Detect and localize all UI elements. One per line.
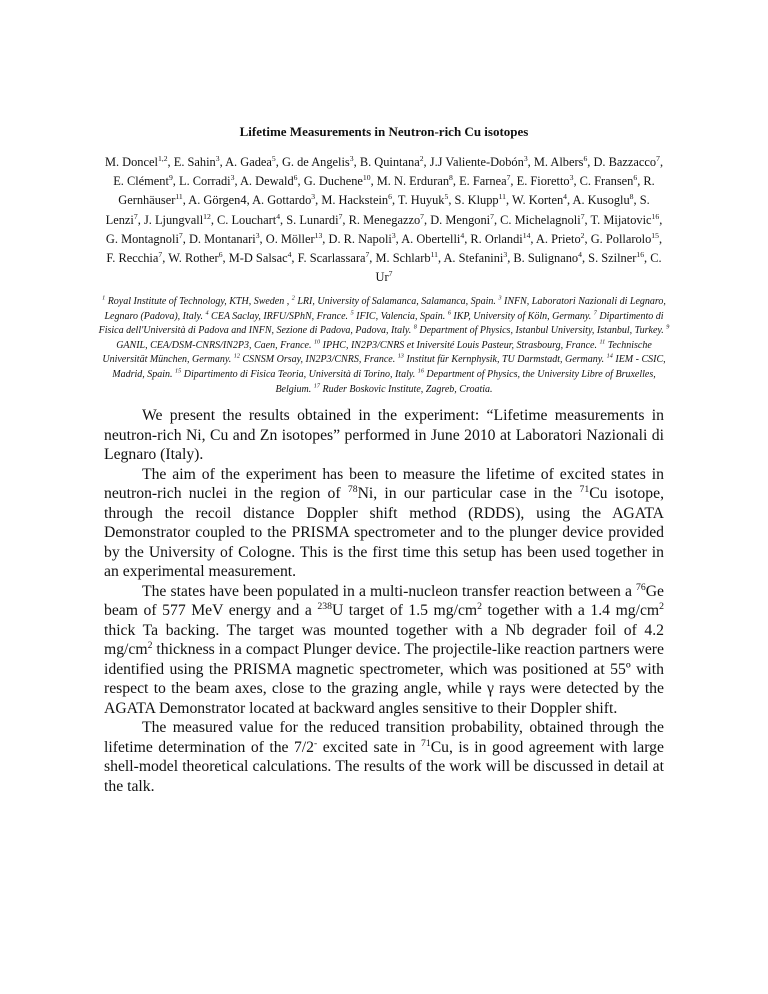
affiliation-text: Ruder Boskovic Institute, Zagreb, Croatia. (322, 383, 493, 395)
affiliation-number: 10 (313, 338, 321, 346)
author-affiliation-mark: 7 (365, 249, 370, 259)
author-affiliation-mark: 11 (175, 192, 183, 202)
superscript: 2 (147, 639, 153, 651)
superscript: 76 (635, 581, 646, 593)
author-name: S. Lunardi (286, 212, 339, 227)
affiliation-text: INFN, Laboratori Nazionali di Legnaro, Legnaro (Padova), Italy. (104, 296, 666, 322)
affiliation-number: 6 (447, 309, 451, 317)
affiliation-number: 16 (417, 367, 424, 375)
body-paragraph (104, 465, 664, 582)
author-name: A. Obertelli (401, 231, 461, 246)
author-name: A. Stefanini (443, 251, 504, 266)
affiliation-text: Dipartimento di Fisica dell'Università di Padova and INFN, Sezione di Padova, Padova, Italy. (98, 310, 664, 337)
paragraph-text: excited sate in (317, 738, 421, 756)
author-name: S. Szilner (588, 251, 637, 266)
affiliation-text: CEA Saclay, IRFU/SPhN, France. (211, 310, 349, 322)
author-list: M. Doncel$^{1,2}$, E. Sahin$^3$, A. Gadea$^5$, G. de Angelis$^3$, B. Quintana$^2$, J.J Valiente-Dobón$^3$, M. Albers$^6$, D. Bazzacco$^7$, E. Clément$^9$, L. Corradi$^3$, A. Dewald$^6$, G. Duchene$^{10}$, M. N. Erduran$^8$, E. Farnea$^7$, E. Fioretto$^3$, C. Fransen$^6$, R. Gernhäuser$^{11}$, A. Görgen4, A. Gottardo$^3$, M. Hackstein$^6$, T. Huyuk$^5$, S. Klupp$^{11}$, W. Korten$^4$, A. Kusoglu$^8$, S. Lenzi$^7$, J. Ljungvall$^{12}$, C. Louchart$^4$, S. Lunardi$^7$, R. Menegazzo$^7$, D. Mengoni$^7$, C. Michelagnoli$^7$, T. Mijatovic$^{16}$, G. Montagnoli$^7$, D. Montanari$^3$, O. Möller$^{13}$, D. R. Napoli$^3$, A. Obertelli$^4$, R. Orlandi$^{14}$, A. Prieto$^2$, G. Pollarolo$^{15}$, F. Recchia$^7$, W. Rother$^6$, M-D Salsac$^4$, F. Scarlassara$^7$, M. Schlarb$^{11}$, A. Stefanini$^3$, B. Sulignano$^4$, S. Szilner$^{16}$, C. Ur$^7$ (104, 153, 664, 285)
author-name: T. Huyuk (397, 193, 445, 208)
author-name: S. Klupp (454, 193, 499, 208)
author-affiliation-mark: 3 (255, 230, 260, 240)
author-name: G. de Angelis (281, 155, 350, 169)
author-affiliation-mark: 13 (314, 230, 323, 240)
author-name: T. Mijatovic (590, 212, 652, 227)
author-affiliation-mark: 12 (203, 211, 211, 221)
author-name: E. Farnea (459, 174, 507, 189)
affiliation-text: IPHC, IN2P3/CNRS et Iniversité Louis Pasteur, Strasbourg, France. (322, 339, 597, 351)
author-name: B. Quintana (359, 155, 420, 169)
author-name: C. Ur (375, 251, 662, 285)
author-name: C. Michelagnoli (500, 212, 581, 227)
author-name: D. R. Napoli (328, 231, 392, 246)
author-name: R. Orlandi (470, 231, 523, 246)
author-name: E. Sahin (173, 155, 216, 169)
author-affiliation-mark: 7 (133, 211, 138, 221)
author-affiliation-mark: 8 (449, 173, 453, 183)
paragraph-text: The measured value for the reduced transition probability, obtained through the lifetime determination of the 7/2 (104, 719, 664, 756)
author-name: W. Korten (512, 193, 564, 208)
author-name: J.J Valiente-Dobón (429, 155, 524, 169)
author-affiliation-mark: 7 (158, 249, 163, 259)
author-name: M-D Salsac (228, 251, 288, 266)
author-affiliation-mark: 3 (569, 173, 574, 183)
author-affiliation-mark: 1,2 (157, 153, 168, 163)
author-name: G. Pollarolo (590, 231, 652, 246)
paragraph-text: We present the results obtained in the experiment: “Lifetime measurements in neutron-rich Ni, Cu and Zn isotopes” performed in June 2010 at Laboratori Nazionali di Legnaro (Italy). (104, 407, 664, 463)
body-paragraph (104, 718, 664, 796)
author-name: C. Fransen (579, 174, 634, 189)
affiliation-list (96, 295, 672, 397)
superscript: 78 (347, 483, 358, 495)
author-affiliation-mark: 11 (430, 249, 438, 259)
author-name: A. Dewald (239, 174, 294, 189)
author-name: M. Schlarb (375, 251, 431, 266)
author-affiliation-mark: 3 (523, 153, 528, 163)
author-name: A. Kusoglu (572, 193, 630, 208)
author-affiliation-mark: 6 (293, 173, 298, 183)
author-affiliation-mark: 7 (338, 211, 343, 221)
author-affiliation-mark: 6 (583, 153, 588, 163)
paragraph-text: thick Ta backing. The target was mounted together with a Nb degrader foil of 4.2 mg/cm (104, 621, 664, 658)
author-name: E. Clément (113, 174, 169, 189)
author-name: O. Möller (265, 231, 315, 246)
author-name: D. Mengoni (430, 212, 491, 227)
affiliation-text: IFIC, Valencia, Spain. (356, 310, 446, 322)
affiliation-text: Department of Physics, the University Libre of Bruxelles, Belgium. (275, 368, 656, 395)
affiliation-number: 2 (291, 294, 295, 302)
author-name: D. Montanari (188, 231, 256, 246)
affiliation-number: 1 (102, 294, 106, 302)
author-name: J. Ljungvall (143, 212, 204, 227)
superscript: 71 (420, 737, 431, 749)
superscript: - (314, 737, 318, 749)
affiliation-number: 4 (205, 309, 209, 317)
superscript: 2 (659, 600, 664, 612)
affiliation-number: 17 (313, 382, 320, 390)
author-affiliation-mark: 3 (215, 153, 220, 163)
affiliation-text: LRI, University of Salamanca, Salamanca, Spain. (297, 296, 496, 307)
author-name: M. N. Erduran (376, 174, 450, 189)
author-affiliation-mark: 11 (498, 192, 507, 202)
author-name: W. Rother (168, 251, 219, 266)
author-affiliation-mark: 7 (580, 211, 585, 221)
affiliation-number: 13 (397, 353, 404, 361)
abstract-body (104, 406, 664, 796)
affiliation-number: 5 (350, 309, 354, 317)
author-affiliation-mark: 3 (311, 192, 316, 202)
author-name: A. Gottardo (252, 193, 312, 208)
paragraph-text: thickness in a compact Plunger device. The projectile-like reaction partners were identified using the PRISMA magnetic spectrometer, which was positioned at 55º with respect to the beam axes, close to the grazing angle, while γ rays were detected by the AGATA Demonstrator located at backward angles sensitive to their Doppler shift. (104, 641, 664, 717)
author-affiliation-mark: 5 (444, 192, 449, 202)
affiliation-number: 14 (606, 353, 613, 361)
author-affiliation-mark: 7 (178, 230, 183, 240)
paragraph-text: The states have been populated in a multi-nucleon transfer reaction between a (142, 582, 636, 600)
paragraph-text: Ni, in our particular case in the (357, 485, 580, 502)
body-paragraph (104, 582, 664, 719)
author-name: G. Duchene (303, 174, 363, 189)
author-affiliation-mark: 3 (230, 173, 235, 183)
author-name: A. Prieto (535, 231, 581, 246)
affiliation-text: IKP, University of Köln, Germany. (453, 310, 592, 322)
paragraph-text: U target of 1.5 mg/cm (331, 602, 478, 619)
superscript: 238 (317, 600, 332, 612)
paragraph-text: together with a 1.4 mg/cm (481, 602, 660, 619)
body-paragraph (104, 406, 664, 465)
affiliation-text: GANIL, CEA/DSM-CNRS/IN2P3, Caen, France. (116, 339, 312, 351)
author-affiliation-mark: 8 (629, 192, 634, 202)
author-name: B. Sulignano (513, 251, 579, 266)
affiliation-text: CSNSM Orsay, IN2P3/CNRS, France. (242, 354, 396, 366)
author-affiliation-mark: 9 (168, 173, 173, 183)
affiliation-number: 3 (498, 294, 502, 302)
author-name: R. Menegazzo (348, 212, 421, 227)
author-name: F. Scarlassara (297, 251, 366, 266)
author-affiliation-mark: 3 (391, 230, 396, 240)
author-affiliation-mark: 7 (656, 153, 660, 163)
author-affiliation-mark: 3 (503, 249, 508, 259)
author-name: E. Fioretto (516, 174, 570, 189)
author-affiliation-mark: 4 (287, 249, 292, 259)
author-affiliation-mark: 2 (580, 230, 585, 240)
affiliation-number: 7 (593, 309, 597, 317)
author-name: L. Corradi (179, 174, 231, 189)
author-name: M. Hackstein (321, 193, 389, 208)
author-affiliation-mark: 16 (651, 211, 660, 221)
affiliation-text: Department of Physics, Istanbul University, Istanbul, Turkey. (419, 325, 664, 337)
paper-title: Lifetime Measurements in Neutron-rich Cu isotopes (239, 124, 529, 139)
author-affiliation-mark: 7 (506, 173, 511, 183)
author-affiliation-mark: 6 (633, 173, 638, 183)
author-name: C. Louchart (217, 212, 277, 227)
author-name: S. Lenzi (105, 193, 650, 227)
affiliation-number: 12 (233, 353, 240, 361)
author-name: A. Gadea (225, 155, 272, 169)
author-affiliation-mark: 7 (490, 211, 494, 221)
superscript: 71 (579, 483, 590, 495)
paragraph-text: The aim of the experiment has been to measure the lifetime of excited states in neutron-rich nuclei in the region of (104, 465, 664, 502)
author-name: G. Montagnoli (105, 231, 179, 246)
author-name: R. Gernhäuser (118, 174, 655, 208)
superscript: 2 (477, 600, 482, 612)
affiliation-number: 8 (413, 323, 417, 331)
affiliation-text: IEM - CSIC, Madrid, Spain. (112, 354, 666, 380)
author-affiliation-mark: 5 (271, 153, 276, 163)
author-affiliation-mark: 6 (388, 192, 392, 202)
author-affiliation-mark: 4 (563, 192, 568, 202)
author-affiliation-mark: 14 (522, 230, 531, 240)
paragraph-text: Cu isotope, through the recoil distance Doppler shift method (RDDS), using the AGATA Demonstrator coupled to the PRISMA spectrometer and to the plunger device provided by the University of Cologne. This is the first time this setup has been used together in an experimental measurement. (104, 485, 664, 580)
author-name: M. Doncel (104, 155, 158, 169)
author-affiliation-mark: 6 (218, 249, 223, 259)
author-affiliation-mark: 4 (578, 249, 582, 259)
affiliation-text: Institut für Kernphysik, TU Darmstadt, Germany. (406, 354, 605, 366)
author-affiliation-mark: 15 (651, 230, 659, 240)
author-name: A. Görgen4 (188, 193, 247, 208)
author-affiliation-mark: 4 (460, 230, 465, 240)
author-affiliation-mark: 3 (349, 153, 354, 163)
affiliation-text: Dipartimento di Fisica Teoria, Università di Torino, Italy. (183, 368, 416, 380)
affiliation-text: Technische Universität München, Germany. (102, 339, 652, 366)
affiliation-text: Royal Institute of Technology, KTH, Sweden , (107, 296, 290, 307)
affiliation-number: 15 (175, 367, 182, 375)
paragraph-text: Cu, is in good agreement with large shell-model theoretical calculations. The results of the work will be discussed in detail at the talk. (104, 738, 664, 795)
affiliation-number: 9 (666, 323, 670, 331)
paragraph-text: Ge beam of 577 MeV energy and a (104, 582, 664, 619)
author-affiliation-mark: 16 (636, 249, 645, 259)
author-name: M. Albers (533, 155, 584, 169)
author-affiliation-mark: 10 (362, 173, 371, 183)
author-name: F. Recchia (106, 251, 159, 266)
author-affiliation-mark: 4 (276, 211, 281, 221)
author-name: D. Bazzacco (593, 155, 657, 169)
author-affiliation-mark: 7 (420, 211, 425, 221)
author-affiliation-mark: 2 (419, 153, 424, 163)
author-affiliation-mark: 7 (388, 269, 393, 279)
affiliation-number: 11 (599, 338, 606, 346)
